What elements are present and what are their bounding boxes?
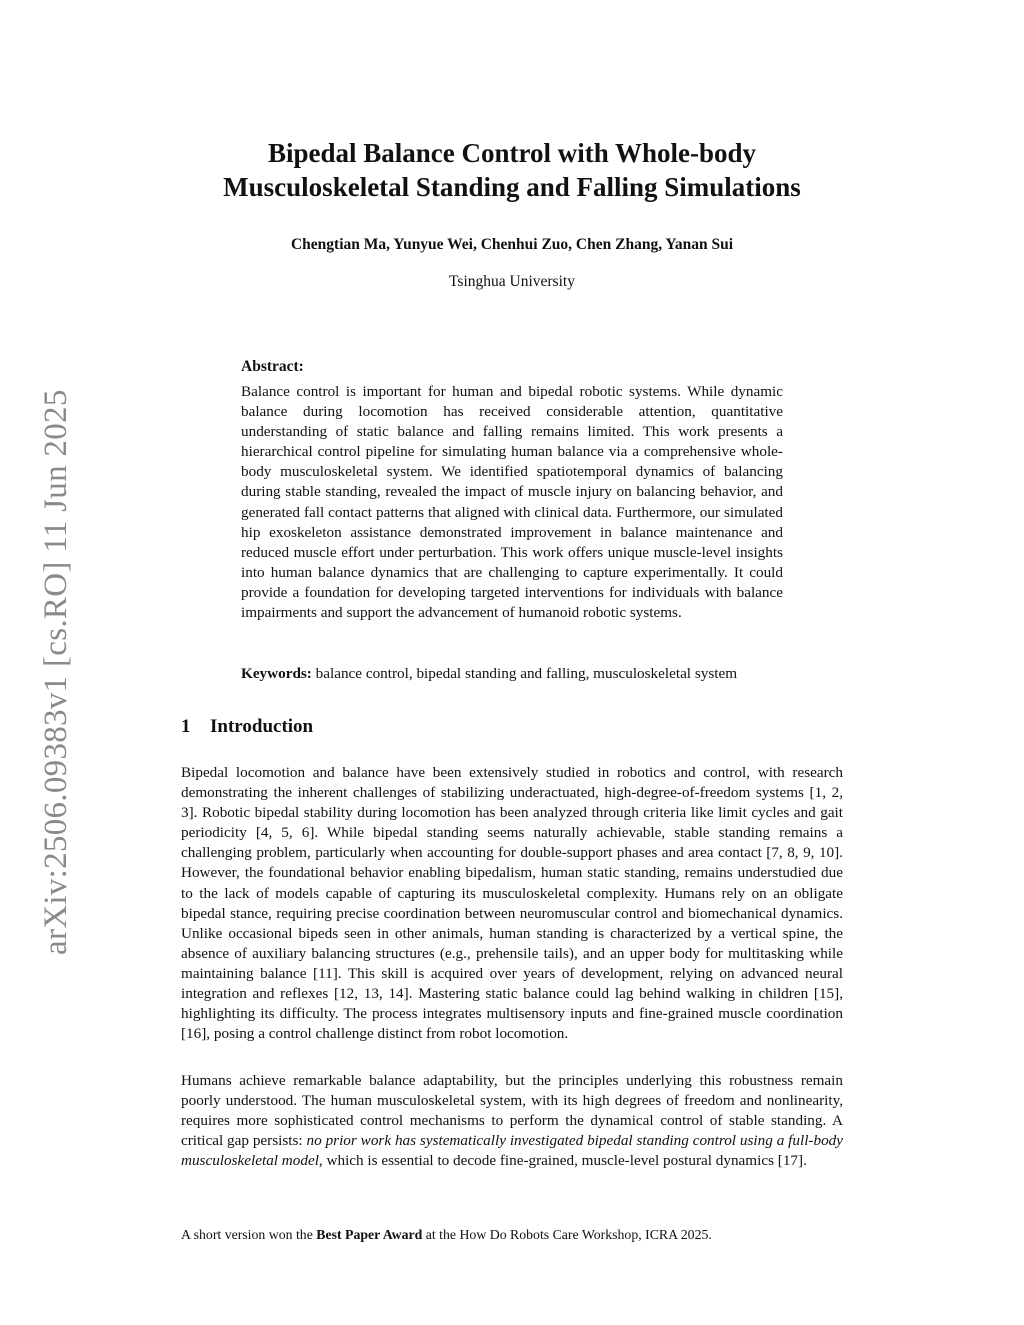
title-line-1: Bipedal Balance Control with Whole-body: [267, 138, 757, 168]
intro-paragraph-2-end: , which is essential to decode fine-grained, muscle-level postural dynamics [17].: [318, 1152, 807, 1170]
intro-paragraph-2-emphasis: no prior work has systematically investigated bipedal standing control using a full-body musculoskeletal model: [181, 1132, 843, 1170]
abstract-heading: Abstract:: [241, 358, 304, 375]
paper-title: [150, 136, 874, 204]
section-number: 1: [181, 716, 191, 737]
title-line-2: Musculoskeletal Standing and Falling Simulations: [223, 172, 801, 202]
intro-paragraph-2-text: Humans achieve remarkable balance adaptability, but the principles underlying this robustness remain poorly understood. The human musculoskeletal system, with its high degrees of freedom and nonlinearity, requires more sophisticated control mechanisms to perform the dynamical control of stable standing. A critical gap persists:: [181, 1072, 843, 1150]
section-heading-introduction: [181, 716, 313, 738]
intro-paragraph-1: Bipedal locomotion and balance have been extensively studied in robotics and control, with research demonstrating the inherent challenges of stabilizing underactuated, high-degree-of-freedom systems [1, 2, 3]. Robotic bipedal stability during locomotion has been analyzed through criteria like limit cycles and gait periodicity [4, 5, 6]. While bipedal standing seems naturally achievable, stable standing remains a challenging problem, particularly when accounting for double-support phases and area contact [7, 8, 9, 10]. However, the foundational behavior enabling bipedalism, human static standing, remains understudied due to the lack of models capable of capturing its musculoskeletal complexity. Humans rely on an obligate bipedal stance, requiring precise coordination between neuromuscular control and biomechanical dynamics. Unlike occasional bipeds seen in other animals, human standing is characterized by a vertical spine, the absence of auxiliary balancing structures (e.g., prehensile tails), and an upper body for multitasking while maintaining balance [11]. This skill is acquired over years of development, relying on advanced neural integration and reflexes [12, 13, 14]. Mastering static balance could lag behind walking in children [15], highlighting its difficulty. The process integrates multisensory inputs and fine-grained muscle coordination [16], posing a control challenge distinct from robot locomotion.: [181, 764, 843, 1043]
keywords-label: Keywords:: [241, 665, 312, 682]
footnote-award: Best Paper Award: [316, 1227, 423, 1242]
footnote-suffix: at the How Do Robots Care Workshop, ICRA 2025.: [422, 1227, 712, 1242]
arxiv-identifier-stamp[interactable]: arXiv:2506.09383v1 [cs.RO] 11 Jun 2025: [38, 389, 74, 955]
affiliation: Tsinghua University: [449, 273, 575, 290]
footnote: [181, 1227, 712, 1243]
abstract-body: Balance control is important for human and bipedal robotic systems. While dynamic balance during locomotion has received considerable attention, quantitative understanding of static balance and falling remains limited. This work presents a hierarchical control pipeline for simulating human balance via a comprehensive whole-body musculoskeletal system. We identified spatiotemporal dynamics of balancing during stable standing, revealed the impact of muscle injury on balancing behavior, and generated fall contact patterns that aligned with clinical data. Furthermore, our simulated hip exoskeleton assistance demonstrated improvement in balance maintenance and reduced muscle effort under perturbation. This work offers unique muscle-level insights into human balance dynamics that are challenging to capture experimentally. It could provide a foundation for developing targeted interventions for individuals with balance impairments and support the advancement of humanoid robotic systems.: [241, 383, 783, 622]
keywords-text: balance control, bipedal standing and falling, musculoskeletal system: [311, 665, 738, 682]
section-title: Introduction: [210, 716, 314, 737]
author-list: Chengtian Ma, Yunyue Wei, Chenhui Zuo, Chen Zhang, Yanan Sui: [290, 236, 734, 253]
footnote-prefix: A short version won the: [181, 1227, 317, 1242]
keywords: [241, 665, 801, 683]
intro-paragraph-2: [181, 1071, 843, 1171]
